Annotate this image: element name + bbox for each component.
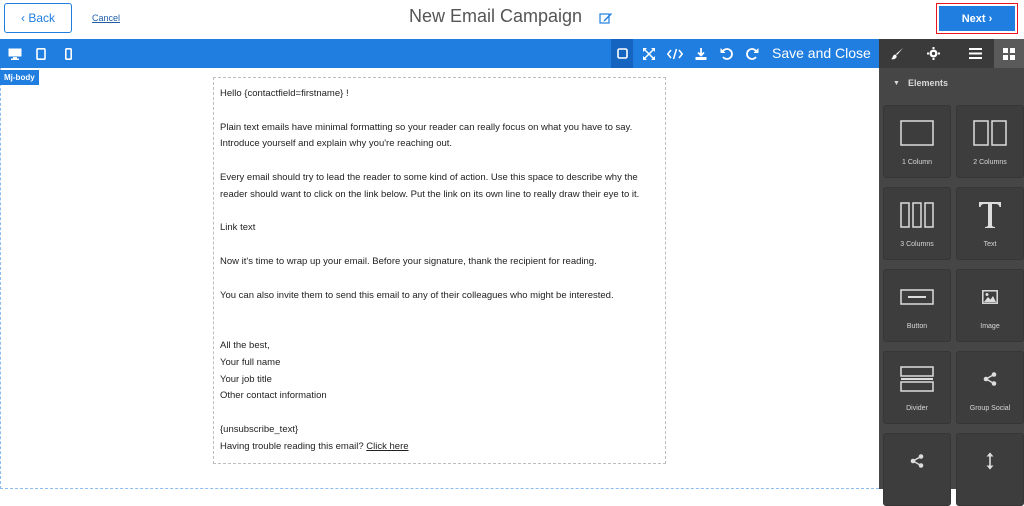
mj-body-tag: Mj-body — [0, 70, 39, 85]
share-icon — [884, 446, 950, 476]
block-label: Button — [906, 323, 928, 330]
block-label: Group Social — [969, 405, 1011, 412]
text-icon — [957, 200, 1023, 230]
tablet-icon[interactable] — [30, 39, 52, 68]
elements-title: Elements — [907, 78, 948, 88]
edit-icon[interactable] — [599, 11, 613, 25]
contact-info-text: Other contact information — [220, 390, 327, 402]
outline-icon[interactable] — [611, 39, 633, 68]
link-text[interactable]: Link text — [220, 222, 256, 234]
spacer-icon — [957, 446, 1023, 476]
brush-icon[interactable] — [879, 39, 915, 68]
one-column-icon — [884, 118, 950, 148]
block-text[interactable] — [956, 187, 1024, 260]
block-1-column[interactable] — [883, 105, 951, 178]
signoff-text: All the best, — [220, 339, 270, 351]
next-highlight — [936, 3, 1018, 34]
paragraph-2-line-1: Every email should try to lead the reader to some kind of action. Use this space to describe why the — [220, 171, 638, 183]
save-and-close-button[interactable]: Save and Close — [772, 45, 871, 61]
full-name-text: Your full name — [220, 356, 281, 368]
mobile-icon[interactable] — [58, 39, 78, 68]
paragraph-2-line-2: reader should want to click on the link below. Put the link on its own line to really draw their eye to it. — [220, 188, 640, 200]
gear-icon[interactable] — [915, 39, 951, 68]
back-button[interactable]: ‹ Back — [4, 3, 72, 33]
block-2-columns[interactable] — [956, 105, 1024, 178]
block-label: 1 Column — [902, 159, 932, 166]
paragraph-3: Now it's time to wrap up your email. Before your signature, thank the recipient for reading. — [220, 255, 597, 267]
caret-down-icon: ▼ — [893, 79, 900, 87]
unsubscribe-text: {unsubscribe_text} — [220, 423, 299, 435]
block-label: Divider — [906, 405, 928, 412]
image-icon — [957, 282, 1023, 312]
trouble-line — [220, 439, 639, 456]
email-text-block[interactable] — [220, 86, 639, 456]
block-label: Text — [983, 241, 997, 248]
email-body[interactable] — [213, 77, 666, 464]
paragraph-4: You can also invite them to send this email to any of their colleagues who might be interested. — [220, 289, 614, 301]
block-button[interactable] — [883, 269, 951, 342]
three-columns-icon — [884, 200, 950, 230]
blocks-icon[interactable] — [994, 39, 1024, 68]
divider-icon — [884, 364, 950, 394]
editor-toolbar — [0, 39, 879, 68]
trouble-text: Having trouble reading this email? — [220, 440, 364, 452]
block-spacer[interactable] — [956, 433, 1024, 506]
paragraph-1-line-2: Introduce yourself and explain why you're reaching out. — [220, 138, 453, 150]
code-icon[interactable] — [663, 39, 687, 68]
redo-icon[interactable] — [741, 39, 763, 68]
block-3-columns[interactable] — [883, 187, 951, 260]
fullscreen-icon[interactable] — [638, 39, 660, 68]
block-label: Image — [980, 323, 1000, 330]
share-icon — [957, 364, 1023, 394]
elements-section-header[interactable] — [879, 72, 1024, 94]
block-label: 2 Columns — [973, 159, 1007, 166]
panel-tabs — [879, 39, 1024, 68]
block-label: 3 Columns — [900, 241, 934, 248]
block-divider[interactable] — [883, 351, 951, 424]
job-title-text: Your job title — [220, 373, 272, 385]
paragraph-1-line-1: Plain text emails have minimal formatting so your reader can really focus on what you have to say. — [220, 121, 633, 133]
button-icon — [884, 282, 950, 312]
click-here-link[interactable]: Click here — [366, 440, 409, 452]
cancel-link[interactable]: Cancel — [92, 13, 121, 23]
download-icon[interactable] — [690, 39, 712, 68]
greeting-text: Hello {contactfield=firstname} ! — [220, 88, 349, 99]
undo-icon[interactable] — [715, 39, 737, 68]
two-columns-icon — [957, 118, 1023, 148]
desktop-icon[interactable] — [4, 39, 26, 68]
layers-icon[interactable] — [957, 39, 993, 68]
block-image[interactable] — [956, 269, 1024, 342]
block-group-social[interactable] — [956, 351, 1024, 424]
block-social[interactable] — [883, 433, 951, 506]
blocks-panel — [879, 39, 1024, 489]
page-title: New Email Campaign — [409, 6, 583, 26]
next-button[interactable]: Next › — [939, 6, 1015, 31]
top-bar — [0, 0, 1024, 38]
